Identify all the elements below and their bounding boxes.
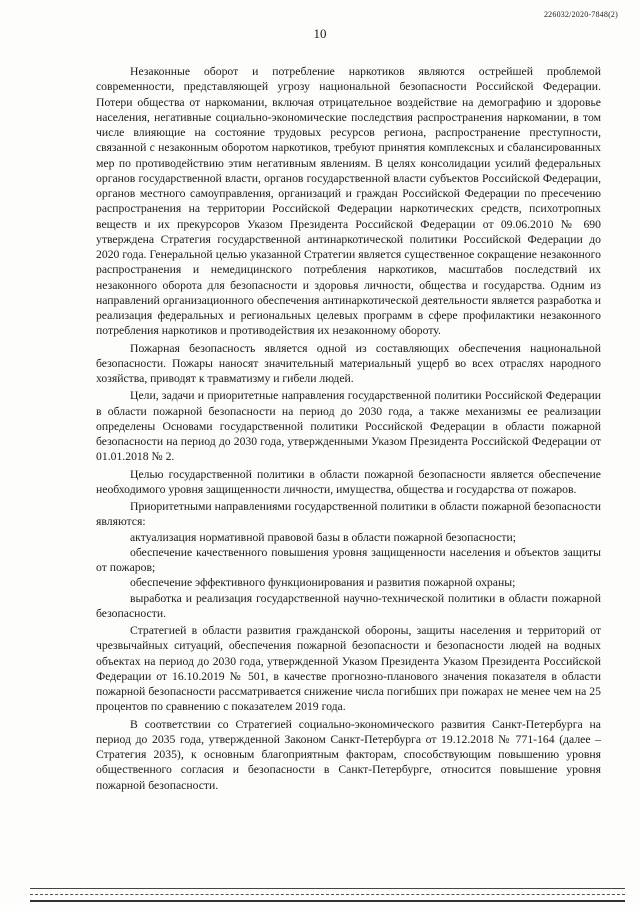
paragraph-drug-policy: Незаконные оборот и потребление наркотиков являются острейшей проблемой современности, представляющей угрозу национальной безопасности Российской Федерации. Потери общества от наркомании, включая отрицательное воздействие на демографию и здоровье населения, негативные социально-экономические последствия распространения наркомании, в том числе влияющие на состояние трудовых ресурсов региона, распространение преступности, связанной с незаконным оборотом наркотиков, требуют принятия комплексных и сбалансированных мер по противодействию этим негативным явлениям. В целях консолидации усилий федеральных органов государственной власти, органов государственной власти субъектов Российской Федерации, органов местного самоуправления, организаций и граждан Российской Федерации по пресечению распространения на территории Российской Федерации наркотических средств, психотропных веществ и их прекурсоров Указом Президента Российской Федерации от 09.06.2010 № 690 утверждена Стратегия государственной антинаркотической политики Российской Федерации до 2020 года. Генеральной целью указанной Стратегии является существенное сокращение незаконного распространения и немедицинского потребления наркотиков, масштабов последствий их незаконного оборота для безопасности и здоровья личности, общества и государства. Одним из направлений организационного обеспечения антинаркотической деятельности является разработка и реализация федеральных и региональных целевых программ в сфере профилактики незаконного потребления наркотиков и противодействия их незаконному обороту.: [96, 65, 601, 338]
divider: [30, 894, 625, 895]
paragraph-fire-safety-goals: Цели, задачи и приоритетные направления государственной политики Российской Федерации в области пожарной безопасности на период до 2030 года, а также механизмы ее реализации определены Основами государственной политики Российской Федерации в области пожарной безопасности на период до 2030 года, утвержденными Указом Президента Российской Федерации от 01.01.2018 № 2.: [96, 389, 601, 464]
paragraph-fire-safety-aim: Целью государственной политики в области пожарной безопасности является обеспечение необходимого уровня защищенности личности, имущества, общества и государства от пожаров.: [96, 467, 601, 496]
list-item: обеспечение качественного повышения уровня защищенности населения и объектов защиты от пожаров;: [96, 545, 601, 574]
paragraph-spb-strategy: В соответствии со Стратегией социально-экономического развития Санкт-Петербурга на период до 2035 года, утвержденной Законом Санкт-Петербурга от 19.12.2018 № 771-164 (далее – Стратегия 2035), к основным благоприятным факторам, способствующим повышению уровня общественного согласия и безопасности в Санкт-Петербурге, относится повышение уровня пожарной безопасности.: [96, 717, 601, 792]
paragraph-priorities-intro: Приоритетными направлениями государственной политики в области пожарной безопасности являются:: [96, 500, 601, 529]
paragraph-civil-defense-strategy: Стратегией в области развития гражданской обороны, защиты населения и территорий от чрезвычайных ситуаций, обеспечения пожарной безопасности и безопасности людей на водных объектах на период до 2030 года, утвержденной Указом Президента Указом Президента Российской Федерации от 16.10.2019 № 501, в качестве прогнозно-планового значения показателя в области пожарной безопасности рассматривается снижение числа погибших при пожарах не менее чем на 25 процентов по сравнению с показателем 2019 года.: [96, 624, 601, 714]
list-item: обеспечение эффективного функционирования и развития пожарной охраны;: [130, 576, 516, 590]
divider: [30, 900, 625, 902]
list-item: выработка и реализация государственной научно-технической политики в области пожарной безопасности.: [96, 591, 601, 620]
list-item: актуализация нормативной правовой базы в области пожарной безопасности;: [130, 530, 516, 544]
page-number: 10: [313, 26, 327, 41]
document-code: 226032/2020-7848(2): [543, 10, 618, 19]
divider: [30, 888, 625, 889]
document-body: [96, 64, 601, 793]
paragraph-fire-safety-intro: Пожарная безопасность является одной из составляющих обеспечения национальной безопасности. Пожары наносят значительный материальный ущерб во всех отраслях народного хозяйства, приводят к травматизму и гибели людей.: [96, 341, 601, 385]
